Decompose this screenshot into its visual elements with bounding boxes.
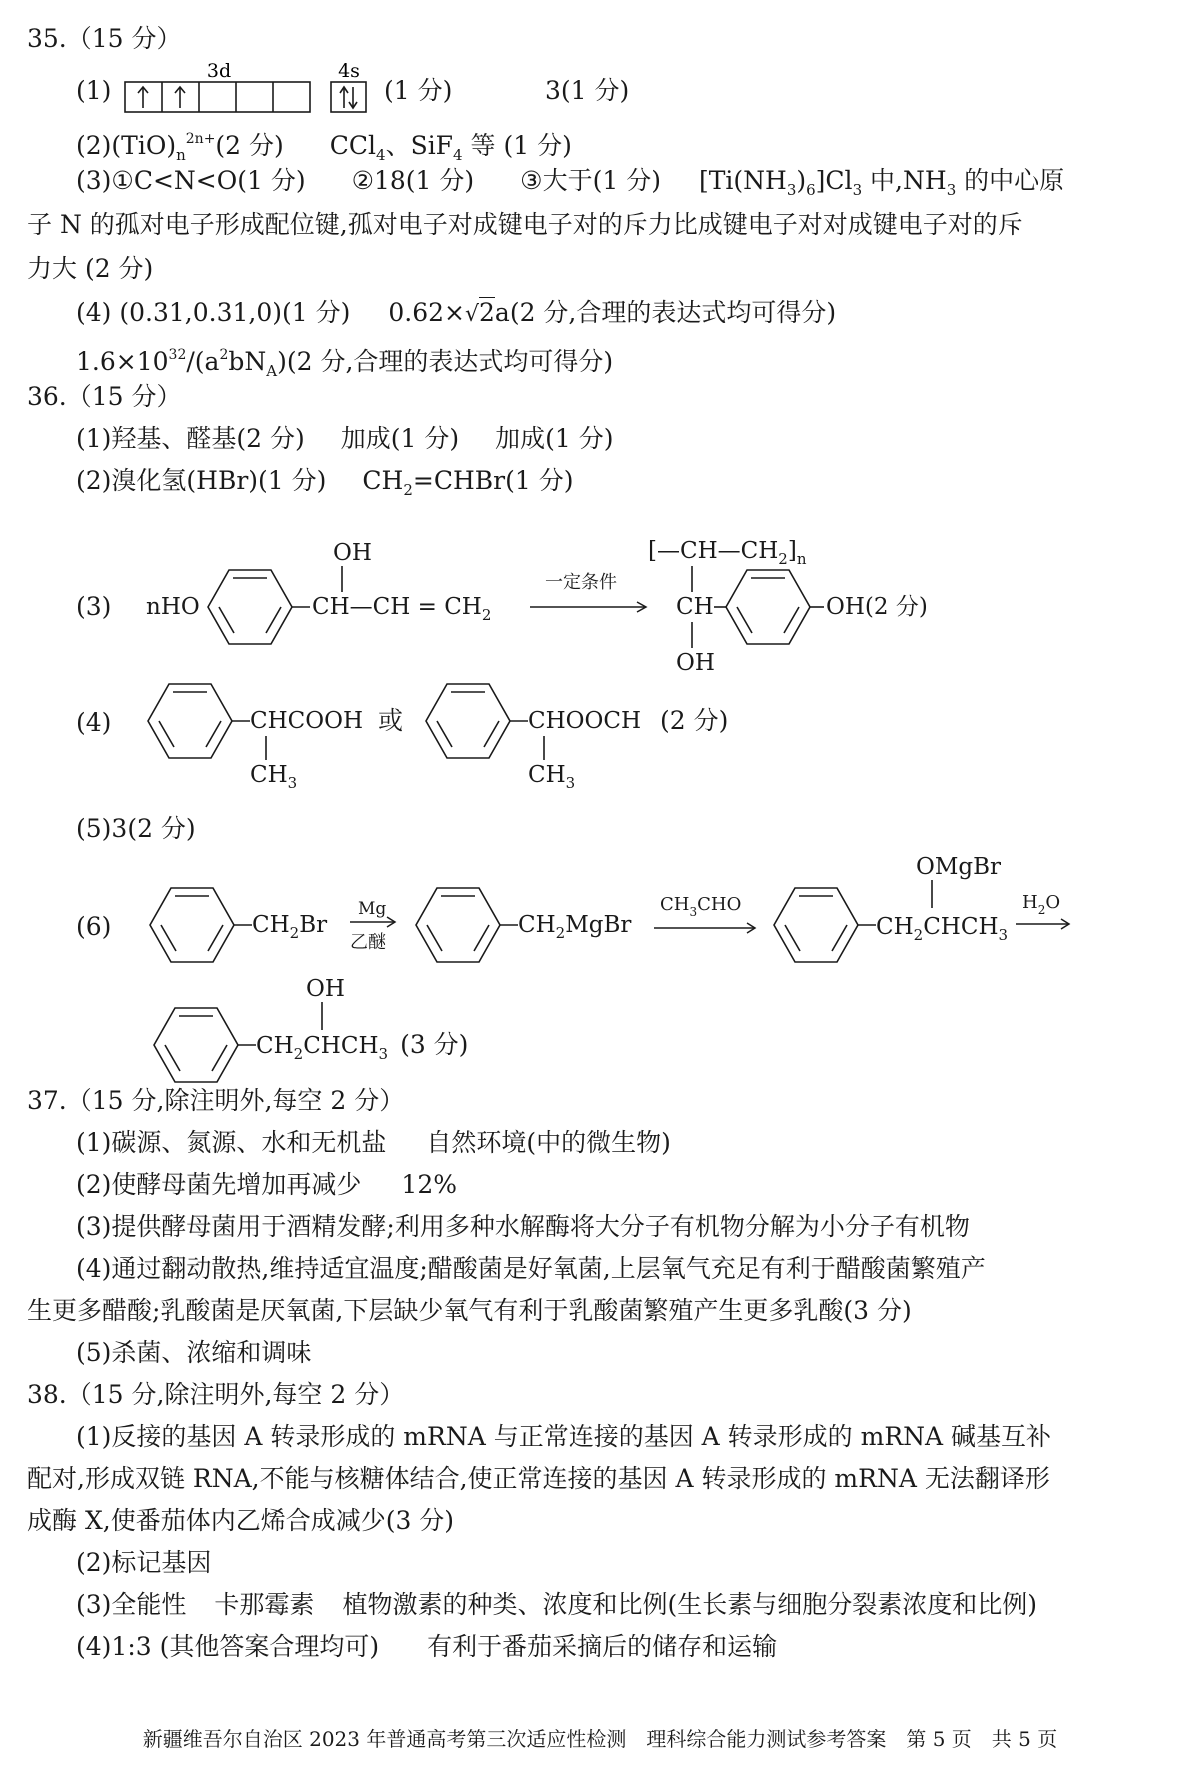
page-footer: 新疆维吾尔自治区 2023 年普通高考第三次适应性检测 理科综合能力测试参考答案 第 5 页 共 5 页: [142, 1727, 1058, 1751]
q36-p4-num: (4): [76, 708, 112, 737]
q37-l1: (1)碳源、氮源、水和无机盐 自然环境(中的微生物): [76, 1128, 671, 1157]
q35-title: 35.（15 分）: [27, 24, 182, 53]
label-4s: 4s: [338, 60, 360, 82]
bond-final-oh: [320, 1002, 324, 1030]
q36-p3-reactant-left: nHO: [146, 594, 200, 620]
q36-p3-poly-oh: OH: [676, 650, 715, 676]
q37-l4b: 生更多醋酸;乳酸菌是厌氧菌,下层缺少氧气有利于乳酸菌繁殖产生更多乳酸(3 分): [27, 1296, 912, 1325]
benzene-ring-4: [418, 676, 528, 766]
q36-p3-num: (3): [76, 592, 112, 621]
q36-p4-s2-ch3: $CH_3$: [528, 762, 576, 792]
q37-l3: (3)提供酵母菌用于酒精发酵;利用多种水解酶将大分子有机物分解为小分子有机物: [76, 1212, 970, 1241]
q36-p6-ether: 乙醚: [350, 932, 386, 953]
reaction-arrow-4: [1016, 918, 1074, 930]
q38-l2: (2)标记基因: [76, 1548, 212, 1577]
q37-title: 37.（15 分,除注明外,每空 2 分）: [27, 1086, 405, 1115]
q38-l4: (4)1:3 (其他答案合理均可) 有利于番茄采摘后的储存和运输: [76, 1632, 778, 1661]
benzene-ring-6: [408, 880, 518, 970]
q36-p6-r1: $CH_2Br$: [252, 912, 328, 942]
q37-l2: (2)使酵母菌先增加再减少 12%: [76, 1170, 457, 1199]
bond-s1: [264, 736, 268, 760]
q36-p3-chain: CH—CH = $CH_2$: [312, 594, 492, 624]
q35-p2-line: $(2)(TiO)_n^{2n+}(2$ 分) CCl$_4$、SiF$_4$ 等 (1 分): [76, 131, 572, 164]
q38-title: 38.（15 分,除注明外,每空 2 分）: [27, 1380, 405, 1409]
q36-p6-mg: Mg: [358, 899, 387, 919]
q36-p5: (5)3(2 分): [76, 814, 196, 843]
q37-l5: (5)杀菌、浓缩和调味: [76, 1338, 312, 1367]
q35-p3-line1: (3)①C<N<O(1 分) ②18(1 分) ③大于(1 分) $[Ti(NH_3)_6]Cl_3$ 中$,NH_3$ 的中心原: [76, 166, 1065, 199]
q36-p6-num: (6): [76, 912, 112, 941]
reaction-arrow-1: [530, 600, 650, 614]
q38-l1c: 成酶 X,使番茄体内乙烯合成减少(3 分): [27, 1506, 455, 1535]
benzene-ring-7: [766, 880, 876, 970]
q35-p3-line3: 力大 (2 分): [27, 254, 154, 283]
q36-p6-oh: OH: [306, 976, 345, 1002]
benzene-ring-1: [200, 562, 310, 652]
q35-p4-line1: (4) (0.31,0.31,0)(1 分) 0.62×√2a(2 分,合理的表达式均可得分): [76, 298, 837, 327]
q36-p6-water: $H_2O$: [1022, 892, 1061, 917]
q36-p4-s2: CHOOCH: [528, 708, 642, 734]
q36-p3-poly-ch: CH: [676, 594, 714, 620]
q37-l4: (4)通过翻动散热,维持适宜温度;醋酸菌是好氧菌,上层氧气充足有利于醋酸菌繁殖产: [76, 1254, 986, 1283]
label-3d: 3d: [206, 60, 232, 82]
bond-s2: [542, 736, 546, 760]
q35-p1-num: (1): [76, 76, 112, 105]
q36-p3-polymer: $[—CH—CH_2]_n$: [648, 538, 807, 568]
benzene-ring-3: [140, 676, 250, 766]
q35-p3-line2: 子 N 的孤对电子形成配位键,孤对电子对成键电子对的斥力比成键电子对对成键电子对的斥: [27, 210, 1023, 239]
q36-p6-r2: $CH_2MgBr$: [518, 912, 632, 942]
benzene-ring-5: [142, 880, 252, 970]
q36-p3-oh-top: OH: [333, 540, 372, 566]
q38-l3: (3)全能性 卡那霉素 植物激素的种类、浓度和比例(生长素与细胞分裂素浓度和比例): [76, 1590, 1037, 1619]
benzene-ring-8: [146, 1000, 256, 1090]
q36-p3-condition: 一定条件: [545, 572, 617, 593]
benzene-ring-2: [714, 562, 834, 652]
q36-p4-s1: CHCOOH: [250, 708, 364, 734]
q36-p6-r3: $CH_2CHCH_3$: [876, 914, 1009, 944]
bond-poly: [690, 566, 694, 592]
reaction-arrow-2: [350, 916, 400, 928]
orbital-diagram: [120, 60, 380, 116]
q36-title: 36.（15 分）: [27, 382, 182, 411]
q36-p4-score: (2 分): [660, 706, 729, 735]
bond-omgbr: [930, 880, 934, 908]
q36-p6-reagent: $CH_3CHO$: [660, 894, 742, 919]
q35-p4-line2: $1.6\times 10^{32}/(a^2bN_A)(2$ 分,合理的表达式均可得分): [76, 347, 614, 380]
q36-p4-or: 或: [378, 706, 404, 735]
q36-p1: (1)羟基、醛基(2 分) 加成(1 分) 加成(1 分): [76, 424, 614, 453]
q35-p1-answer: 3(1 分): [545, 76, 630, 105]
q36-p6-r4: $CH_2CHCH_3$ (3 分): [256, 1030, 469, 1063]
q38-l1b: 配对,形成双链 RNA,不能与核糖体结合,使正常连接的基因 A 转录形成的 mRNA 无法翻译形: [27, 1464, 1050, 1493]
q38-l1: (1)反接的基因 A 转录形成的 mRNA 与正常连接的基因 A 转录形成的 mRNA 碱基互补: [76, 1422, 1052, 1451]
q36-p2: (2)溴化氢(HBr)(1 分) $CH_2=CHBr(1$ 分): [76, 466, 574, 499]
q36-p4-s1-ch3: $CH_3$: [250, 762, 298, 792]
reaction-arrow-3: [654, 922, 760, 934]
q36-p3-right-oh: OH(2 分): [826, 594, 928, 620]
q35-p1-score: (1 分): [384, 76, 453, 105]
q36-p6-omgbr: OMgBr: [916, 854, 1002, 880]
bond-poly-oh: [690, 622, 694, 648]
bond-oh: [340, 566, 344, 592]
